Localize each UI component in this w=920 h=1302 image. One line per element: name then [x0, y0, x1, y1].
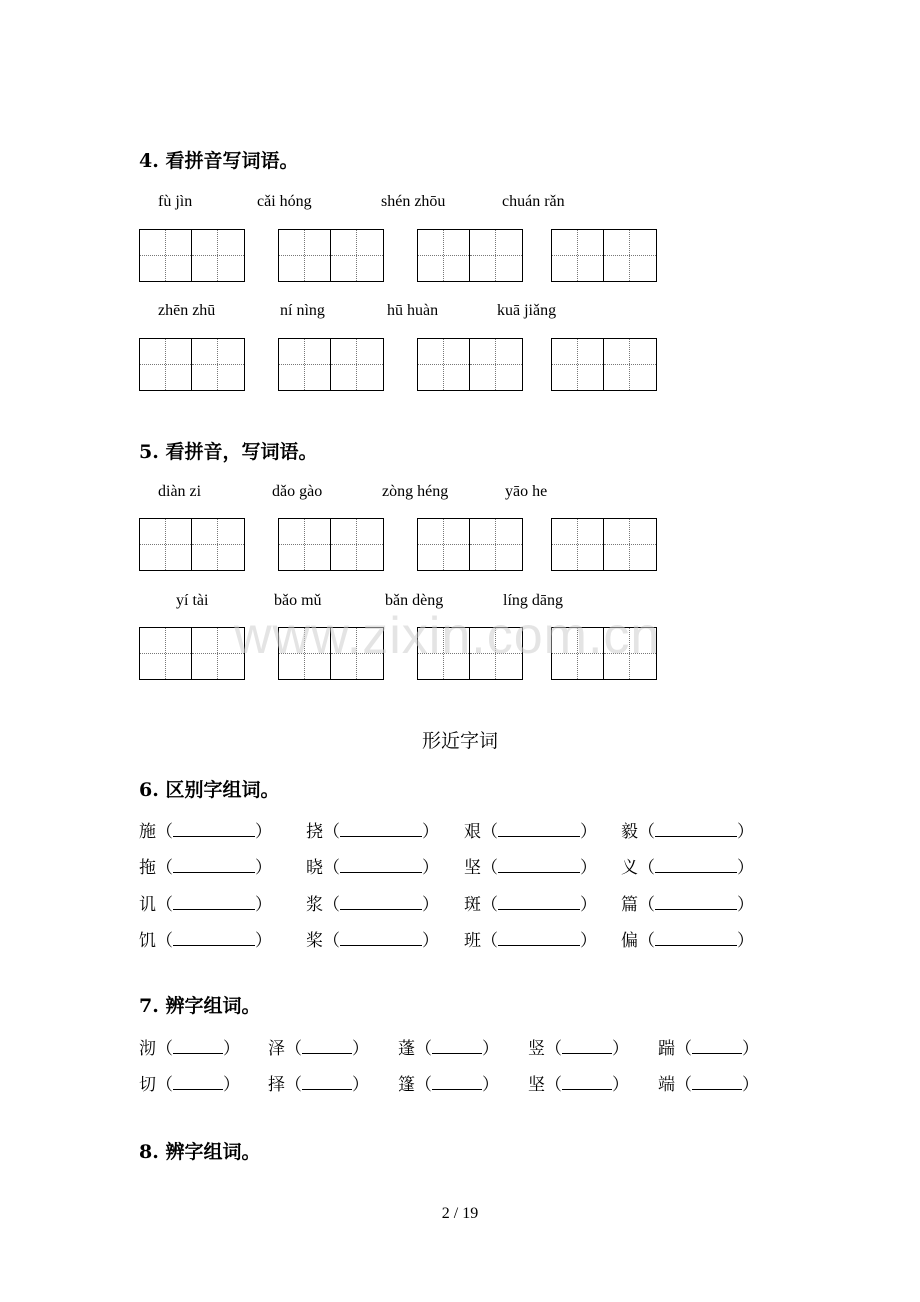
open-paren: （	[415, 1075, 432, 1095]
question-7-title: 7. 辨字组词。	[139, 995, 261, 1017]
close-paren: ）	[580, 895, 597, 915]
open-paren: （	[545, 1075, 562, 1095]
writing-grid[interactable]	[551, 518, 657, 571]
page-number: 2 / 19	[441, 1205, 479, 1222]
answer-blank[interactable]	[340, 822, 422, 837]
open-paren: （	[156, 1039, 173, 1059]
pinyin-label: hū huàn	[387, 302, 439, 319]
word-group-item	[464, 817, 597, 842]
close-paren: ）	[742, 1075, 759, 1095]
answer-blank[interactable]	[655, 858, 737, 873]
writing-grid[interactable]	[139, 229, 245, 282]
answer-blank[interactable]	[498, 858, 580, 873]
character: 挠	[306, 822, 323, 842]
answer-blank[interactable]	[302, 1039, 352, 1054]
pinyin-label: shén zhōu	[381, 193, 446, 210]
open-paren: （	[481, 822, 498, 842]
character: 拖	[139, 858, 156, 878]
question-5-title: 5. 看拼音，写词语。	[139, 441, 318, 463]
pinyin-label: bǎn dèng	[385, 592, 444, 609]
word-group-item	[139, 1070, 240, 1095]
answer-blank[interactable]	[302, 1075, 352, 1090]
close-paren: ）	[580, 931, 597, 951]
character: 晓	[306, 858, 323, 878]
answer-blank[interactable]	[655, 822, 737, 837]
open-paren: （	[156, 931, 173, 951]
answer-blank[interactable]	[562, 1039, 612, 1054]
pinyin-label: yāo he	[505, 483, 548, 500]
close-paren: ）	[742, 1039, 759, 1059]
close-paren: ）	[737, 822, 754, 842]
answer-blank[interactable]	[340, 858, 422, 873]
character: 义	[621, 858, 638, 878]
close-paren: ）	[580, 822, 597, 842]
pinyin-label: bǎo mǔ	[274, 592, 322, 609]
close-paren: ）	[422, 858, 439, 878]
open-paren: （	[481, 858, 498, 878]
answer-blank[interactable]	[173, 1075, 223, 1090]
word-group-item	[464, 853, 597, 878]
character: 偏	[621, 931, 638, 951]
watermark: www.zixin.com.cn	[234, 607, 661, 665]
answer-blank[interactable]	[173, 895, 255, 910]
open-paren: （	[638, 931, 655, 951]
answer-blank[interactable]	[432, 1075, 482, 1090]
question-6-title: 6. 区别字组词。	[139, 779, 280, 801]
word-group-item	[139, 890, 272, 915]
character: 饥	[139, 931, 156, 951]
answer-blank[interactable]	[498, 931, 580, 946]
writing-grid[interactable]	[139, 338, 245, 391]
writing-grid[interactable]	[551, 338, 657, 391]
word-group-item	[306, 817, 439, 842]
word-group-item	[621, 817, 754, 842]
word-group-item	[621, 890, 754, 915]
close-paren: ）	[482, 1075, 499, 1095]
character: 班	[464, 931, 481, 951]
question-8-title: 8. 辨字组词。	[139, 1141, 261, 1163]
open-paren: （	[638, 822, 655, 842]
pinyin-label: líng dāng	[503, 592, 563, 609]
word-group-item	[464, 890, 597, 915]
word-group-item	[528, 1070, 629, 1095]
character: 坚	[464, 858, 481, 878]
writing-grid[interactable]	[278, 229, 384, 282]
answer-blank[interactable]	[692, 1075, 742, 1090]
character: 毅	[621, 822, 638, 842]
open-paren: （	[323, 822, 340, 842]
section-title: 形近字词	[421, 730, 498, 752]
open-paren: （	[675, 1039, 692, 1059]
open-paren: （	[481, 895, 498, 915]
writing-grid[interactable]	[417, 229, 523, 282]
writing-grid[interactable]	[139, 627, 245, 680]
writing-grid[interactable]	[417, 338, 523, 391]
open-paren: （	[156, 895, 173, 915]
character: 施	[139, 822, 156, 842]
open-paren: （	[675, 1075, 692, 1095]
character: 蓬	[398, 1039, 415, 1059]
close-paren: ）	[580, 858, 597, 878]
close-paren: ）	[422, 822, 439, 842]
character: 切	[139, 1075, 156, 1095]
close-paren: ）	[352, 1039, 369, 1059]
word-group-item	[306, 926, 439, 951]
answer-blank[interactable]	[692, 1039, 742, 1054]
open-paren: （	[156, 858, 173, 878]
character: 竖	[528, 1039, 545, 1059]
close-paren: ）	[223, 1075, 240, 1095]
character: 斑	[464, 895, 481, 915]
close-paren: ）	[422, 931, 439, 951]
close-paren: ）	[255, 858, 272, 878]
character: 泽	[268, 1039, 285, 1059]
answer-blank[interactable]	[340, 931, 422, 946]
writing-grid[interactable]	[551, 229, 657, 282]
word-group-item	[528, 1034, 629, 1059]
word-group-item	[139, 817, 272, 842]
word-group-item	[658, 1070, 759, 1095]
pinyin-label: kuā jiǎng	[497, 302, 557, 319]
answer-blank[interactable]	[562, 1075, 612, 1090]
answer-blank[interactable]	[173, 1039, 223, 1054]
word-group-item	[658, 1034, 759, 1059]
open-paren: （	[415, 1039, 432, 1059]
pinyin-label: diàn zi	[158, 483, 202, 500]
answer-blank[interactable]	[655, 931, 737, 946]
close-paren: ）	[255, 895, 272, 915]
close-paren: ）	[482, 1039, 499, 1059]
answer-blank[interactable]	[432, 1039, 482, 1054]
pinyin-label: cǎi hóng	[257, 193, 312, 210]
close-paren: ）	[352, 1075, 369, 1095]
word-group-item	[268, 1034, 369, 1059]
word-group-item	[139, 1034, 240, 1059]
word-group-item	[398, 1034, 499, 1059]
writing-grid[interactable]	[139, 518, 245, 571]
word-group-item	[268, 1070, 369, 1095]
answer-blank[interactable]	[498, 895, 580, 910]
answer-blank[interactable]	[173, 858, 255, 873]
close-paren: ）	[612, 1075, 629, 1095]
open-paren: （	[156, 822, 173, 842]
open-paren: （	[545, 1039, 562, 1059]
open-paren: （	[323, 931, 340, 951]
answer-blank[interactable]	[173, 822, 255, 837]
open-paren: （	[481, 931, 498, 951]
open-paren: （	[638, 858, 655, 878]
character: 择	[268, 1075, 285, 1095]
pinyin-label: yí tài	[176, 592, 209, 609]
open-paren: （	[285, 1075, 302, 1095]
close-paren: ）	[737, 895, 754, 915]
character: 踹	[658, 1039, 675, 1059]
open-paren: （	[323, 895, 340, 915]
word-group-item	[621, 853, 754, 878]
character: 端	[658, 1075, 675, 1095]
question-4-title: 4. 看拼音写词语。	[139, 150, 299, 172]
close-paren: ）	[255, 931, 272, 951]
character: 沏	[139, 1039, 156, 1059]
word-group-item	[464, 926, 597, 951]
close-paren: ）	[737, 858, 754, 878]
open-paren: （	[638, 895, 655, 915]
word-group-item	[139, 853, 272, 878]
close-paren: ）	[422, 895, 439, 915]
writing-grid[interactable]	[278, 518, 384, 571]
writing-grid[interactable]	[278, 338, 384, 391]
pinyin-label: zòng héng	[382, 483, 449, 500]
character: 桨	[306, 931, 323, 951]
word-group-item	[306, 890, 439, 915]
answer-blank[interactable]	[340, 895, 422, 910]
character: 艰	[464, 822, 481, 842]
answer-blank[interactable]	[498, 822, 580, 837]
answer-blank[interactable]	[655, 895, 737, 910]
pinyin-label: dǎo gào	[272, 483, 323, 500]
open-paren: （	[285, 1039, 302, 1059]
word-group-item	[621, 926, 754, 951]
open-paren: （	[323, 858, 340, 878]
close-paren: ）	[612, 1039, 629, 1059]
close-paren: ）	[223, 1039, 240, 1059]
word-group-item	[306, 853, 439, 878]
character: 篇	[621, 895, 638, 915]
close-paren: ）	[737, 931, 754, 951]
pinyin-label: zhēn zhū	[158, 302, 216, 319]
character: 坚	[528, 1075, 545, 1095]
character: 浆	[306, 895, 323, 915]
answer-blank[interactable]	[173, 931, 255, 946]
word-group-item	[398, 1070, 499, 1095]
pinyin-label: ní nìng	[280, 302, 325, 319]
word-group-item	[139, 926, 272, 951]
writing-grid[interactable]	[417, 518, 523, 571]
pinyin-label: fù jìn	[158, 193, 193, 210]
close-paren: ）	[255, 822, 272, 842]
character: 篷	[398, 1075, 415, 1095]
character: 讥	[139, 895, 156, 915]
pinyin-label: chuán rǎn	[502, 193, 565, 210]
open-paren: （	[156, 1075, 173, 1095]
